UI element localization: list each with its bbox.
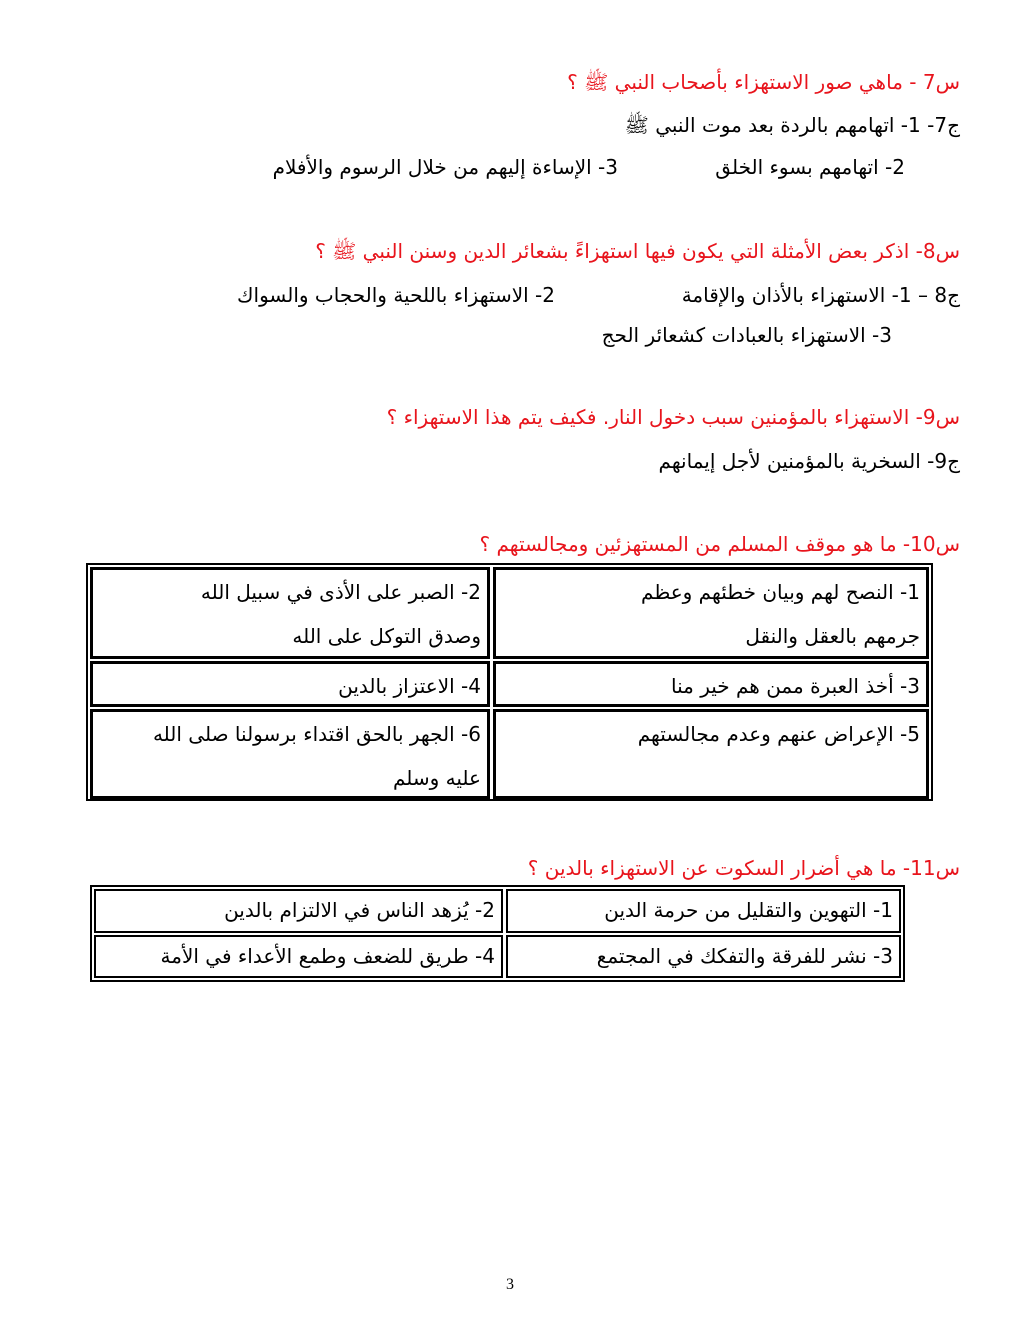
q10-cell-3-line1: 3- أخذ العبرة ممن هم خير منا: [671, 674, 920, 698]
q10-cell-6-line2: عليه وسلم: [392, 766, 481, 790]
q8-answer-item2: 2- الاستهزاء باللحية والحجاب والسواك: [237, 283, 555, 307]
q11-cell-3: 3- نشر للفرقة والتفكك في المجتمع: [506, 935, 901, 978]
q10-cell-6-line1: 6- الجهر بالحق اقتداء برسولنا صلى الله: [152, 722, 481, 746]
q9-question: س9- الاستهزاء بالمؤمنين سبب دخول النار. فكيف يتم هذا الاستهزاء ؟: [386, 405, 960, 429]
q10-cell-4: [90, 661, 490, 707]
q7-answer-item2: 2- اتهامهم بسوء الخلق: [715, 155, 905, 179]
q10-cell-1-line2: جرمهم بالعقل والنقل: [745, 624, 920, 648]
q7-question: س7 - ماهي صور الاستهزاء بأصحاب النبي ﷺ ؟: [567, 70, 960, 94]
q11-table: [90, 885, 905, 982]
q10-cell-2-line1: 2- الصبر على الأذى في سبيل الله: [200, 580, 481, 604]
q10-cell-3: [493, 661, 929, 707]
q10-cell-2-line2: وصدق التوكل على الله: [292, 624, 481, 648]
q7-answer-line1: ج7- 1- اتهامهم بالردة بعد موت النبي ﷺ: [624, 113, 960, 137]
q10-cell-2: [90, 567, 490, 659]
q11-question: س11- ما هي أضرار السكوت عن الاستهزاء بالدين ؟: [527, 856, 960, 880]
q10-cell-4-line1: 4- الاعتزاز بالدين: [338, 674, 481, 698]
q8-answer-item3: 3- الاستهزاء بالعبادات كشعائر الحج: [601, 323, 892, 347]
q11-cell-2: 2- يُزهد الناس في الالتزام بالدين: [94, 889, 503, 933]
q10-cell-1-line1: 1- النصح لهم وبيان خطئهم وعظم: [641, 580, 920, 604]
q8-answer-item1: ج8 – 1- الاستهزاء بالأذان والإقامة: [681, 283, 960, 307]
q10-question: س10- ما هو موقف المسلم من المستهزئين ومجالستهم ؟: [479, 532, 960, 556]
q10-cell-1: [493, 567, 929, 659]
page-number: 3: [506, 1276, 514, 1293]
q10-cell-5: [493, 709, 929, 799]
q10-table: [86, 563, 933, 801]
q8-question: س8- اذكر بعض الأمثلة التي يكون فيها استهزاءً بشعائر الدين وسنن النبي ﷺ ؟: [315, 239, 960, 263]
q11-cell-1: 1- التهوين والتقليل من حرمة الدين: [506, 889, 901, 933]
q7-answer-item3: 3- الإساءة إليهم من خلال الرسوم والأفلام: [272, 155, 618, 179]
q11-cell-4: 4- طريق للضعف وطمع الأعداء في الأمة: [94, 935, 503, 978]
q9-answer: ج9- السخرية بالمؤمنين لأجل إيمانهم: [658, 449, 960, 473]
q10-cell-6: [90, 709, 490, 799]
q10-cell-5-line1: 5- الإعراض عنهم وعدم مجالستهم: [637, 722, 920, 746]
